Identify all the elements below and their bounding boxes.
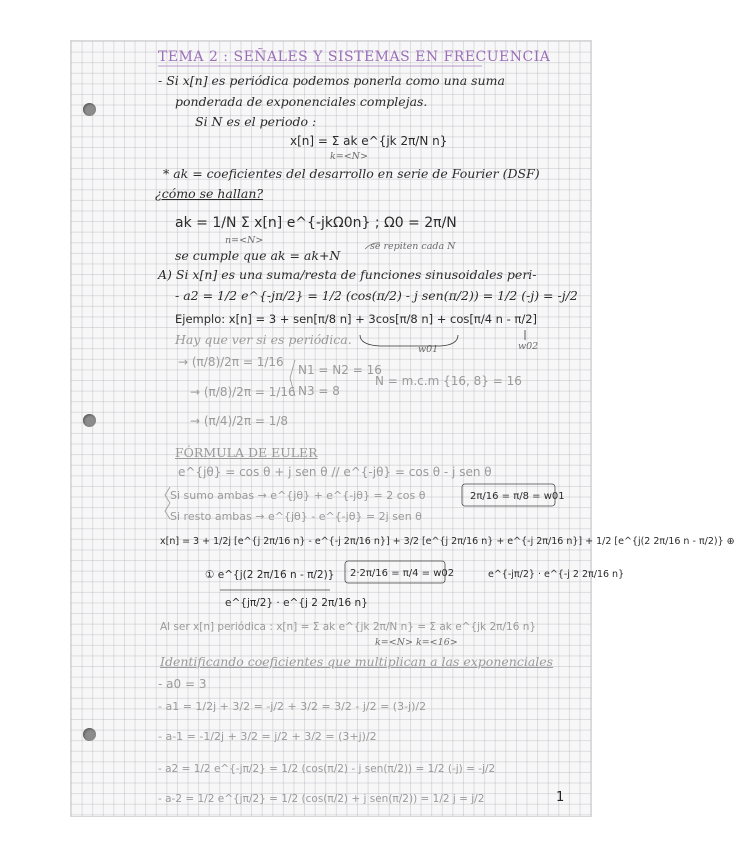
brace	[165, 487, 170, 519]
brace	[290, 360, 295, 396]
ratio-line: → (π/8)/2π = 1/16	[190, 385, 296, 399]
text-line: Identificando coeficientes que multiplican a las exponenciales	[160, 654, 554, 669]
text-line: A) Si x[n] es una suma/resta de funciones sinusoidales peri-	[158, 267, 537, 282]
text-line: se cumple que ak = ak+N	[175, 248, 341, 263]
mcm-value: N = m.c.m {16, 8} = 16	[375, 374, 522, 388]
expanded-equation: x[n] = 3 + 1/2j [e^{j 2π/16 n} - e^{-j 2π/16 n}] + 3/2 [e^{j 2π/16 n} + e^{-j 2π/16 n}] + 1/2 [e^{j(2 2π/16 n - π/2)} ⊕	[160, 536, 735, 547]
pencil-note: Hay que ver si es periódica.	[175, 332, 352, 347]
sum-index: k=<N> k=<16>	[375, 637, 458, 648]
question-heading: ¿cómo se hallan?	[155, 186, 264, 201]
text-line: * ak = coeficientes del desarrollo en serie de Fourier (DSF)	[163, 166, 540, 181]
page-title: TEMA 2 : SEÑALES Y SISTEMAS EN FRECUENCIA	[158, 49, 551, 65]
period-value: N1 = N2 = 16	[298, 363, 382, 377]
coef-line: - a0 = 3	[158, 677, 207, 691]
arrow	[365, 243, 380, 249]
euler-line: e^{jθ} = cos θ + j sen θ // e^{-jθ} = cos θ - j sen θ	[178, 465, 492, 479]
note-box	[345, 561, 445, 583]
page-number: 1	[556, 790, 565, 805]
sum-index: k=<N>	[330, 151, 368, 162]
ak-equation: ak = 1/N Σ x[n] e^{-jkΩ0n} ; Ω0 = 2π/N	[175, 215, 457, 231]
section-heading: FÓRMULA DE EULER	[175, 445, 318, 460]
periodic-line: Al ser x[n] periódica : x[n] = Σ ak e^{jk 2π/N n} = Σ ak e^{jk 2π/16 n}	[160, 621, 537, 633]
term-note: e^{-jπ/2} · e^{-j 2 2π/16 n}	[488, 569, 625, 580]
omega-label: w01	[418, 344, 439, 355]
coef-line: - a2 = 1/2 e^{-jπ/2} = 1/2 (cos(π/2) - j sen(π/2)) = 1/2 (-j) = -j/2	[158, 763, 496, 775]
euler-line: Si resto ambas → e^{jθ} - e^{-jθ} = 2j sen θ	[170, 510, 422, 523]
coef-line: - a-2 = 1/2 e^{jπ/2} = 1/2 (cos(π/2) + j sen(π/2)) = 1/2 j = j/2	[158, 793, 485, 805]
period-value: N3 = 8	[298, 384, 340, 398]
text-line: - a2 = 1/2 e^{-jπ/2} = 1/2 (cos(π/2) - j sen(π/2)) = 1/2 (-j) = -j/2	[175, 288, 578, 303]
omega-label: w02	[518, 341, 539, 352]
text-line: Si N es el periodo :	[195, 114, 317, 129]
sum-index: n=<N>	[225, 235, 264, 246]
coef-line: - a-1 = -1/2j + 3/2 = j/2 + 3/2 = (3+j)/2	[158, 730, 377, 743]
boxed-note: 2π/16 = π/8 = w01	[470, 491, 565, 502]
text-line: ponderada de exponenciales complejas.	[175, 94, 428, 109]
term-note: ① e^{j(2 2π/16 n - π/2)}	[205, 569, 335, 581]
brace	[360, 335, 458, 346]
ratio-line: → (π/8)/2π = 1/16	[178, 355, 284, 369]
note-box	[462, 484, 555, 506]
boxed-note: 2·2π/16 = π/4 = w02	[350, 568, 455, 579]
text-line: - Si x[n] es periódica podemos ponerla como una suma	[158, 73, 505, 88]
side-note: se repiten cada N	[370, 241, 456, 252]
euler-line: Si sumo ambas → e^{jθ} + e^{-jθ} = 2 cos θ	[170, 489, 426, 502]
ratio-line: → (π/4)/2π = 1/8	[190, 414, 289, 428]
example-equation: Ejemplo: x[n] = 3 + sen[π/8 n] + 3cos[π/8 n] + cos[π/4 n - π/2]	[175, 312, 538, 326]
coef-line: - a1 = 1/2j + 3/2 = -j/2 + 3/2 = 3/2 - j/2 = (3-j)/2	[158, 700, 427, 713]
term-note: e^{jπ/2} · e^{j 2 2π/16 n}	[225, 597, 368, 609]
dsf-equation: x[n] = Σ ak e^{jk 2π/N n}	[290, 134, 448, 148]
